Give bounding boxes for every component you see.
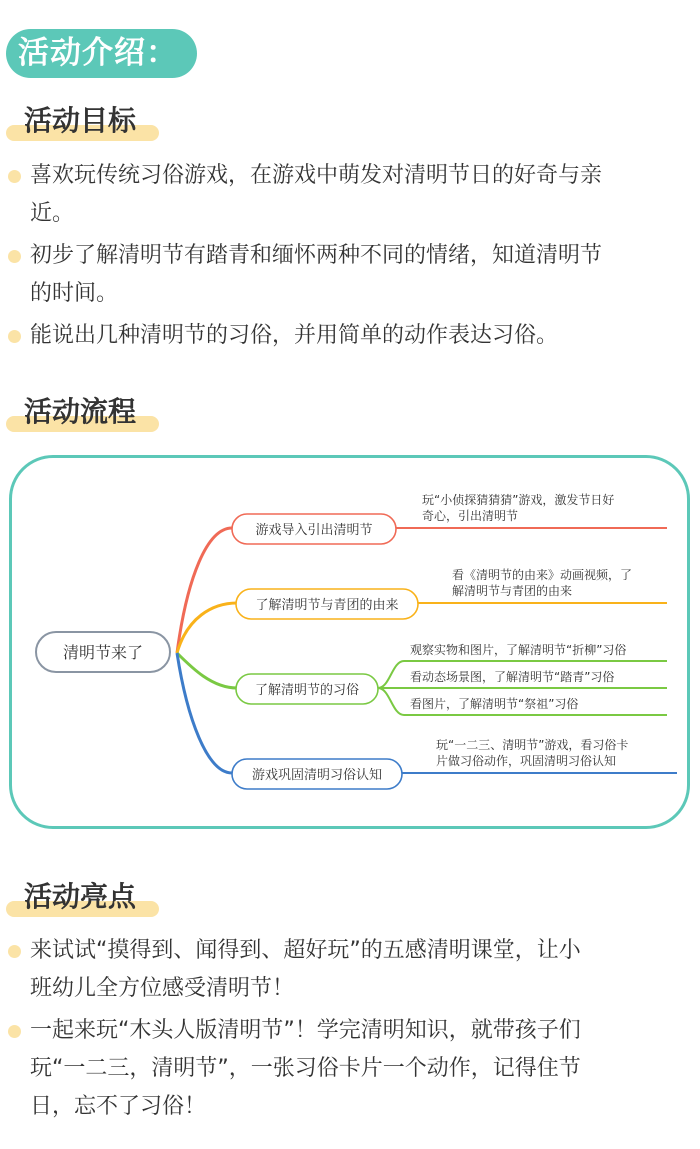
list-item-line: 近。 [30, 201, 75, 226]
list-item-line: 来试试“摸得到、闻得到、超好玩”的五感清明课堂，让小 [30, 938, 581, 963]
mind-map [9, 455, 690, 829]
list-item-line: 初步了解清明节有踏青和缅怀两种不同的情绪，知道清明节 [30, 243, 603, 268]
list-item-line: 一起来玩“木头人版清明节”！学完清明知识，就带孩子们 [30, 1018, 581, 1043]
list-item-line: 日，忘不了习俗！ [30, 1094, 207, 1119]
list-item [16, 237, 696, 313]
branch-connector [177, 603, 237, 653]
list-item-line: 的时间。 [30, 281, 119, 306]
list-item-line: 喜欢玩传统习俗游戏，在游戏中萌发对清明节日的好奇与亲 [30, 163, 603, 188]
detail-text: 观察实物和图片，了解清明节“折柳”习俗 [410, 643, 627, 657]
mind-map-canvas [12, 458, 690, 829]
detail-text: 看动态场景图，了解清明节“踏青”习俗 [410, 670, 615, 684]
branch-node-label: 游戏巩固清明习俗认知 [251, 768, 383, 783]
goals-heading [24, 101, 136, 141]
goals-heading-text: 活动目标 [24, 104, 137, 137]
detail-text: 解清明节与青团的由来 [452, 584, 573, 598]
bullet-dot-icon [8, 330, 21, 343]
branch-connector [177, 653, 237, 688]
bullet-dot-icon [8, 170, 21, 183]
section-title: 活动介绍： [18, 35, 178, 71]
bullet-dot-icon [8, 945, 21, 958]
detail-text: 玩“小侦探猜猜猜”游戏，激发节日好 [422, 493, 615, 507]
highlights-heading [24, 877, 136, 917]
highlights-heading-text: 活动亮点 [24, 880, 137, 913]
detail-text: 玩“一二三、清明节”游戏，看习俗卡 [436, 738, 629, 752]
list-item [16, 1012, 696, 1126]
branch-node-label: 了解清明节与青团的由来 [255, 598, 399, 613]
list-item [16, 157, 696, 233]
list-item [16, 932, 696, 1008]
process-heading-text: 活动流程 [24, 395, 137, 428]
root-node-label: 清明节来了 [62, 643, 144, 662]
bullet-dot-icon [8, 250, 21, 263]
detail-text: 片做习俗动作，巩固清明习俗认知 [436, 754, 617, 768]
detail-text: 看图片，了解清明节“祭祖”习俗 [410, 697, 579, 711]
process-heading [24, 392, 136, 432]
section-title-badge [6, 29, 197, 78]
list-item-line: 班幼儿全方位感受清明节！ [30, 976, 295, 1001]
detail-text: 奇心，引出清明节 [422, 509, 519, 523]
list-item-line: 玩“一二三，清明节”，一张习俗卡片一个动作，记得住节 [30, 1056, 581, 1081]
list-item [16, 317, 696, 355]
bullet-dot-icon [8, 1025, 21, 1038]
list-item-line: 能说出几种清明节的习俗，并用简单的动作表达习俗。 [30, 323, 559, 348]
branch-node-label: 了解清明节的习俗 [254, 683, 360, 698]
branch-node-label: 游戏导入引出清明节 [255, 523, 373, 538]
detail-text: 看《清明节的由来》动画视频，了 [452, 568, 633, 582]
branch-connector [177, 653, 232, 773]
